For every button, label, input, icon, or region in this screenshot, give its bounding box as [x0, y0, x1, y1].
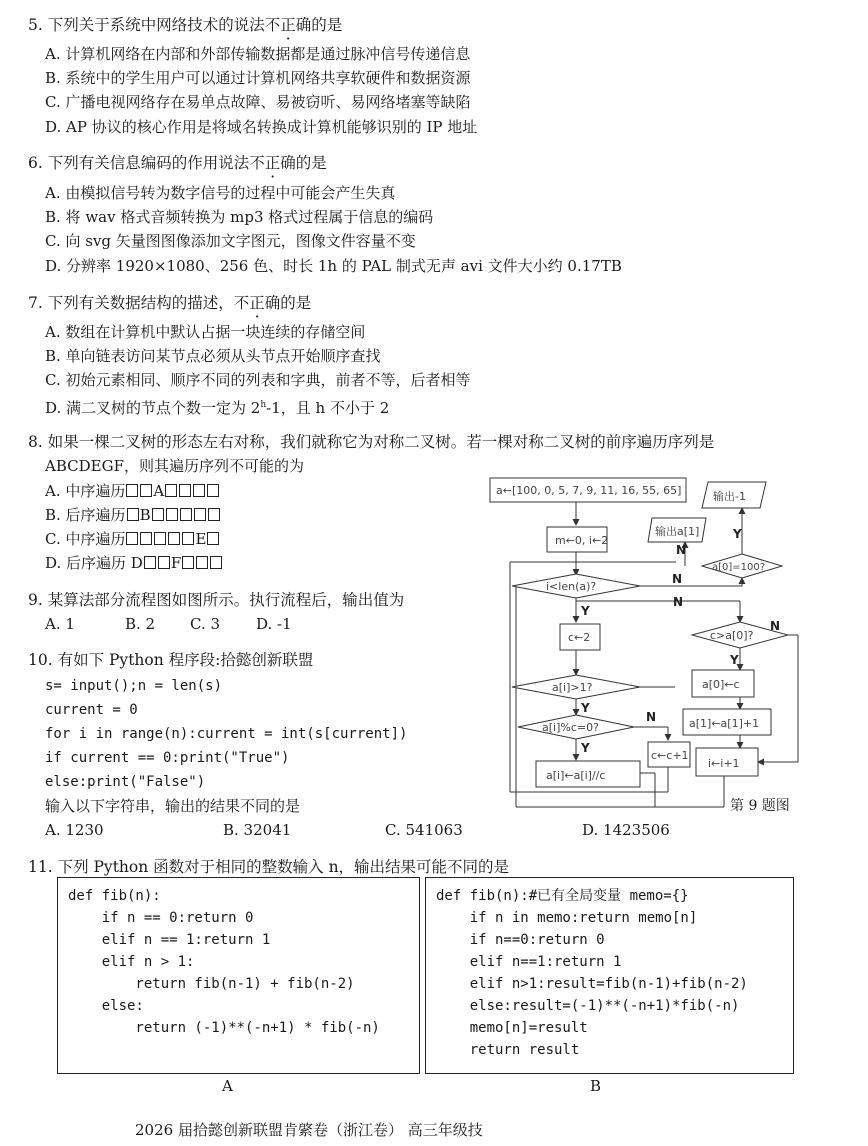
blank-box	[140, 484, 152, 497]
q7-exponent: h	[260, 400, 267, 410]
blank-box	[194, 508, 206, 521]
blank-box	[165, 484, 177, 497]
q5-stem: 5. 下列关于系统中网络技术的说法不正确的是	[28, 16, 343, 34]
flow-i-inc-text: i←i+1	[708, 757, 740, 770]
flow-output-a1-text: 输出a[1]	[655, 525, 700, 538]
blank-box	[207, 532, 219, 545]
q9-option-b: B. 2	[125, 615, 156, 633]
blank-box	[208, 508, 220, 521]
flow-label-n: N	[673, 595, 684, 609]
q7-option-c: C. 初始元素相同、顺序不同的列表和字典，前者不等，后者相等	[45, 371, 471, 389]
q10-code-line: for i in range(n):current = int(s[current])	[45, 726, 408, 742]
blank-box	[196, 556, 208, 569]
flow-label-y: Y	[730, 653, 739, 667]
q5-option-b: B. 系统中的学生用户可以通过计算机网络共享软硬件和数据资源	[45, 69, 471, 87]
q6-option-a: A. 由模拟信号转为数字信号的过程中可能会产生失真	[45, 184, 396, 202]
flow-label-n: N	[676, 543, 687, 557]
q11-code-box-a	[57, 877, 420, 1074]
q11-code-b: def fib(n):#已有全局变量 memo={} if n in memo:return memo[n] if n==0:return 0 elif n==1:return 1 elif n>1:result=fib(n-1)+fib(n-2) else:result=(-1)**(-n+1)*fib(-n) memo[n]=result return result	[436, 888, 748, 1058]
q5-option-a: A. 计算机网络在内部和外部传输数据都是通过脉冲信号传递信息	[45, 45, 471, 63]
flowchart-caption: 第 9 题图	[730, 798, 790, 814]
blank-box	[126, 532, 138, 545]
blank-box	[166, 508, 178, 521]
q8-option-b: B. 后序遍历 B	[45, 505, 221, 525]
q9-option-c: C. 3	[190, 615, 221, 633]
q10-option-a: A. 1230	[45, 821, 104, 839]
q6-stem: 6. 下列有关信息编码的作用说法不正确的是	[28, 154, 327, 172]
q10-ask: 输入以下字符串，输出的结果不同的是	[45, 797, 301, 815]
q7-option-a: A. 数组在计算机中默认占据一块连续的存储空间	[45, 323, 366, 341]
q6-emphasis: 不正确	[249, 154, 296, 172]
q7-option-d: D. 满二叉树的节点个数一定为 2$^h$-1，且 h 不小于 2	[45, 399, 390, 417]
flow-label-n: N	[672, 572, 683, 586]
flow-init-text: a←[100, 0, 5, 7, 9, 11, 16, 55, 65]	[496, 484, 682, 497]
flow-c-set-text: c←2	[568, 631, 591, 644]
q10-option-d: D. 1423506	[582, 821, 670, 839]
flowchart	[480, 472, 810, 812]
q10-option-b: B. 32041	[223, 821, 292, 839]
q6-option-d: D. 分辨率 1920×1080、256 色、时长 1h 的 PAL 制式无声 avi 文件大小约 0.17TB	[45, 257, 622, 275]
flow-a-div-text: a[i]←a[i]//c	[546, 769, 606, 782]
q11-label-b: B	[590, 1077, 602, 1095]
flow-output-neg-text: 输出-1	[713, 490, 746, 503]
q10-stem: 10. 有如下 Python 程序段:拾懿创新联盟	[28, 651, 314, 669]
flow-cond-mod-text: a[i]%c=0?	[542, 721, 599, 734]
flow-label-y: Y	[581, 701, 590, 715]
q6-option-b: B. 将 wav 格式音频转换为 mp3 格式过程属于信息的编码	[45, 208, 434, 226]
blank-box	[193, 484, 205, 497]
q8-stem: 8. 如果一棵二叉树的形态左右对称，我们就称它为对称二叉树。若一棵对称二叉树的前序遍历序列是	[28, 433, 715, 451]
q7-emphasis: 不正确	[233, 294, 281, 312]
blank-box	[210, 556, 222, 569]
q10-code-line: current = 0	[45, 702, 138, 718]
flow-cond-ai-text: a[i]>1?	[552, 681, 593, 694]
blank-box	[140, 532, 152, 545]
q10-option-c: C. 541063	[385, 821, 463, 839]
blank-box	[144, 556, 156, 569]
q6-option-c: C. 向 svg 矢量图图像添加文字图元，图像文件容量不变	[45, 232, 416, 250]
flow-c-inc-text: c←c+1	[651, 749, 689, 762]
blank-box	[168, 532, 180, 545]
flow-cond-c-text: c>a[0]?	[710, 629, 754, 642]
blank-box	[158, 556, 170, 569]
blank-box	[182, 556, 194, 569]
blank-box	[179, 484, 191, 497]
q11-label-a: A	[222, 1077, 233, 1095]
q10-code-line: if current == 0:print("True")	[45, 750, 290, 766]
blank-box	[182, 532, 194, 545]
flow-label-n: N	[770, 619, 781, 633]
q8-stem-cont: ABCDEGF，则其遍历序列不可能的为	[45, 457, 304, 475]
flow-cond-a0-text: a[0]=100?	[712, 562, 766, 573]
flow-m-init-text: m←0, i←2	[555, 534, 609, 547]
q5-option-c: C. 广播电视网络存在易单点故障、易被窃听、易网络堵塞等缺陷	[45, 93, 471, 111]
flow-cond-i-text: i<len(a)?	[546, 580, 597, 593]
q8-option-a: A. 中序遍历 A	[45, 481, 220, 501]
q10-code-line: s= input();n = len(s)	[45, 678, 223, 694]
q8-option-d: D. 后序遍历 D F	[45, 553, 223, 573]
flow-a0-set-text: a[0]←c	[702, 678, 740, 691]
flow-label-y: Y	[581, 604, 590, 618]
q5-option-d: D. AP 协议的核心作用是将域名转换成计算机能够识别的 IP 地址	[45, 118, 478, 136]
blank-box	[152, 508, 164, 521]
q9-stem: 9. 某算法部分流程图如图所示。执行流程后，输出值为	[28, 591, 405, 609]
q7-option-b: B. 单向链表访问某节点必须从头节点开始顺序查找	[45, 347, 381, 365]
q9-option-d: D. -1	[256, 615, 292, 633]
blank-box	[127, 508, 139, 521]
flow-label-y: Y	[733, 527, 742, 541]
q5-emphasis: 不正确	[264, 16, 312, 34]
q9-option-a: A. 1	[45, 615, 75, 633]
page-footer: 2026 届拾懿创新联盟肯綮卷（浙江卷） 高三年级技	[135, 1121, 483, 1139]
q8-option-c: C. 中序遍历 E	[45, 529, 220, 549]
q7-stem: 7. 下列有关数据结构的描述，不正确的是	[28, 294, 312, 312]
q11-code-box-b	[425, 877, 794, 1074]
flow-a1-inc-text: a[1]←a[1]+1	[689, 717, 760, 730]
q10-code-line: else:print("False")	[45, 774, 206, 790]
blank-box	[126, 484, 138, 497]
blank-box	[207, 484, 219, 497]
flow-label-y: Y	[581, 741, 590, 755]
q11-code-a: def fib(n): if n == 0:return 0 elif n == 1:return 1 elif n > 1: return fib(n-1) + fib(n-2) else: return (-1)**(-n+1) * fib(-n)	[68, 888, 380, 1036]
blank-box	[180, 508, 192, 521]
q11-stem: 11. 下列 Python 函数对于相同的整数输入 n，输出结果可能不同的是	[28, 858, 510, 876]
flow-label-n: N	[646, 710, 657, 724]
blank-box	[154, 532, 166, 545]
